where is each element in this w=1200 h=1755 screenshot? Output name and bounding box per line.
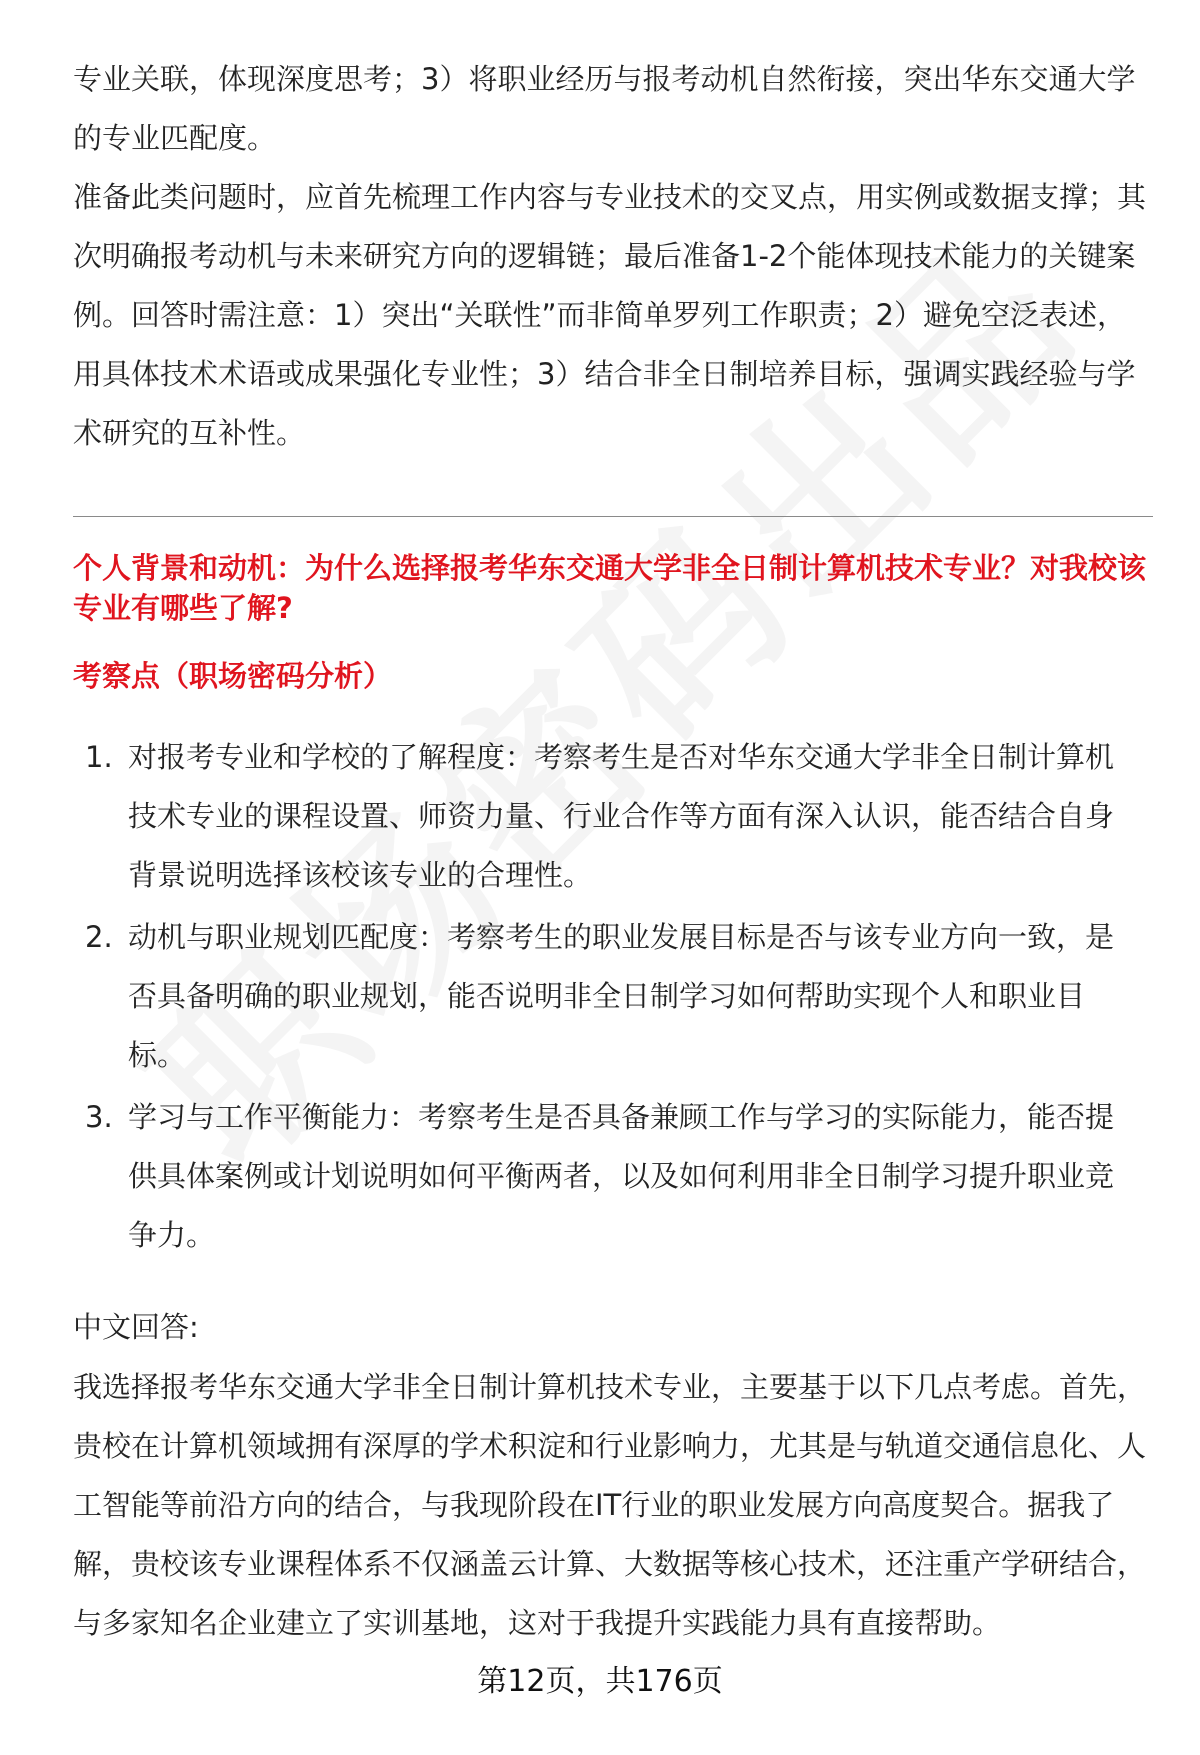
section-divider	[73, 516, 1153, 517]
list-item-text: 对报考专业和学校的了解程度：考察考生是否对华东交通大学非全日制计算机技术专业的课程设置、师资力量、行业合作等方面有深入认识，能否结合自身背景说明选择该校该专业的合理性。	[128, 740, 1115, 892]
list-number: 1.	[85, 740, 113, 774]
analysis-heading: 考察点（职场密码分析）	[73, 659, 393, 693]
list-number: 2.	[85, 920, 113, 954]
intro-paragraph-1: 专业关联，体现深度思考；3）将职业经历与报考动机自然衔接，突出华东交通大学的专业匹配度。	[73, 62, 1136, 155]
intro-paragraph-2: 准备此类问题时，应首先梳理工作内容与专业技术的交叉点，用实例或数据支撑；其次明确报考动机与未来研究方向的逻辑链；最后准备1-2个能体现技术能力的关键案例。回答时需注意：1）突出“关联性”而非简单罗列工作职责；2）避免空泛表述，用具体技术术语或成果强化专业性；3）结合非全日制培养目标，强调实践经验与学术研究的互补性。	[73, 180, 1147, 450]
question-title: 个人背景和动机：为什么选择报考华东交通大学非全日制计算机技术专业？对我校该专业有哪些了解?	[73, 551, 1147, 625]
page-number: 第12页，共176页	[477, 1664, 723, 1699]
list-item-text: 动机与职业规划匹配度：考察考生的职业发展目标是否与该专业方向一致，是否具备明确的职业规划，能否说明非全日制学习如何帮助实现个人和职业目标。	[128, 920, 1115, 1072]
list-number: 3.	[85, 1100, 113, 1134]
answer-label: 中文回答:	[73, 1310, 199, 1344]
list-item-text: 学习与工作平衡能力：考察考生是否具备兼顾工作与学习的实际能力，能否提供具体案例或计划说明如何平衡两者，以及如何利用非全日制学习提升职业竞争力。	[128, 1100, 1115, 1252]
answer-paragraph: 我选择报考华东交通大学非全日制计算机技术专业，主要基于以下几点考虑。首先，贵校在计算机领域拥有深厚的学术积淀和行业影响力，尤其是与轨道交通信息化、人工智能等前沿方向的结合，与我现阶段在IT行业的职业发展方向高度契合。据我了解，贵校该专业课程体系不仅涵盖云计算、大数据等核心技术，还注重产学研结合，与多家知名企业建立了实训基地，这对于我提升实践能力具有直接帮助。	[73, 1370, 1147, 1640]
